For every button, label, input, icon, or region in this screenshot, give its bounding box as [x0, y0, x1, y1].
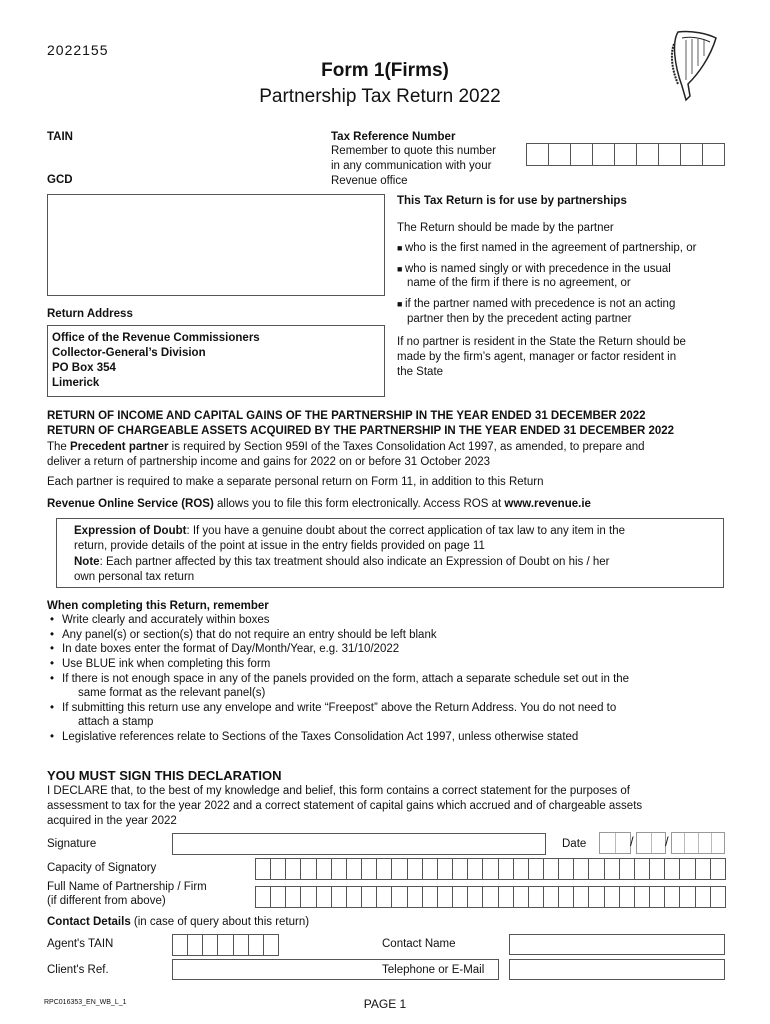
gcd-label: GCD: [47, 174, 73, 186]
declaration-line-1: I DECLARE that, to the best of my knowledge and belief, this form contains a correct statement for the purposes of: [47, 785, 630, 797]
date-day-field[interactable]: [599, 832, 631, 854]
telephone-email-field[interactable]: [509, 959, 725, 980]
tax-ref-line-1: Remember to quote this number: [331, 145, 496, 157]
remember-item-cont: attach a stamp: [78, 716, 154, 728]
partnership-bullet-1: ■ who is the first named in the agreement of partnership, or: [397, 242, 696, 254]
tain-label: TAIN: [47, 131, 73, 143]
date-year-field[interactable]: [671, 832, 725, 854]
remember-heading: When completing this Return, remember: [47, 600, 269, 612]
return-heading-1: RETURN OF INCOME AND CAPITAL GAINS OF THE PARTNERSHIP IN THE YEAR ENDED 31 DECEMBER 2022: [47, 410, 646, 422]
contact-name-field[interactable]: [509, 934, 725, 955]
form-number: 2022155: [47, 42, 109, 58]
fullname-label-1: Full Name of Partnership / Firm: [47, 881, 207, 893]
no-partner-line-3: the State: [397, 366, 444, 378]
no-partner-line-1: If no partner is resident in the State the Return should be: [397, 336, 686, 348]
declaration-line-2: assessment to tax for the year 2022 and a correct statement of capital gains which accrued and of chargeable assets: [47, 800, 643, 812]
each-partner-text: Each partner is required to make a separate personal return on Form 11, in addition to this Return: [47, 476, 544, 488]
contact-details-heading: Contact Details (in case of query about this return): [47, 916, 310, 928]
doubt-line-1: Expression of Doubt: If you have a genuine doubt about the correct application of tax law to any item in the: [74, 525, 626, 537]
remember-item: • Use BLUE ink when completing this form: [62, 658, 270, 670]
return-address-box: [47, 325, 385, 397]
remember-item: • Any panel(s) or section(s) that do not require an entry should be left blank: [62, 629, 437, 641]
doubt-note-2: own personal tax return: [74, 571, 195, 583]
partnership-bullet-3: ■ if the partner named with precedence is not an acting: [397, 298, 675, 310]
page-title: Form 1(Firms): [321, 60, 449, 81]
precedent-text: The Precedent partner is required by Section 959I of the Taxes Consolidation Act 1997, as amended, to prepare and: [47, 441, 645, 453]
partnership-info-heading: This Tax Return is for use by partnerships: [397, 195, 627, 207]
gcd-box[interactable]: [47, 194, 385, 296]
agents-tain-label: Agent's TAIN: [47, 938, 114, 950]
doubt-note-1: Note: Each partner affected by this tax treatment should also indicate an Expression of Doubt on his / her: [74, 556, 610, 568]
address-line-1: Office of the Revenue Commissioners: [52, 332, 260, 344]
contact-name-label: Contact Name: [382, 938, 456, 950]
partnership-info-intro: The Return should be made by the partner: [397, 222, 614, 234]
declaration-line-3: acquired in the year 2022: [47, 815, 177, 827]
remember-item: • In date boxes enter the format of Day/Month/Year, e.g. 31/10/2022: [62, 643, 399, 655]
capacity-label: Capacity of Signatory: [47, 862, 157, 874]
signature-label: Signature: [47, 838, 97, 850]
signature-field[interactable]: [172, 833, 546, 855]
remember-item: • If there is not enough space in any of the panels provided on the form, attach a separate schedule set out in the: [62, 673, 629, 685]
address-line-2: Collector-General’s Division: [52, 347, 206, 359]
tax-ref-heading: Tax Reference Number: [331, 131, 456, 143]
footer-code: RPC016353_EN_WB_L_1: [44, 999, 127, 1006]
remember-item: • If submitting this return use any envelope and write “Freepost” above the Return Address. You do not need to: [62, 702, 616, 714]
date-separator: /: [630, 834, 634, 849]
date-label: Date: [562, 838, 587, 850]
doubt-line-2: return, provide details of the point at issue in the entry fields provided on page 11: [74, 540, 485, 552]
telephone-label: Telephone or E-Mail: [382, 964, 485, 976]
fullname-label-2: (if different from above): [47, 895, 166, 907]
return-address-label: Return Address: [47, 308, 133, 320]
fullname-field[interactable]: [255, 886, 726, 908]
remember-item: • Write clearly and accurately within boxes: [62, 614, 270, 626]
remember-item: • Legislative references relate to Sections of the Taxes Consolidation Act 1997, unless otherwise stated: [62, 731, 578, 743]
tax-ref-number-field[interactable]: [526, 143, 725, 166]
return-heading-2: RETURN OF CHARGEABLE ASSETS ACQUIRED BY THE PARTNERSHIP IN THE YEAR ENDED 31 DECEMBER 2022: [47, 425, 675, 437]
agents-tain-field[interactable]: [172, 934, 279, 956]
harp-logo-icon: [668, 24, 724, 104]
partnership-bullet-2-cont: name of the firm if there is no agreement, or: [407, 277, 631, 289]
ros-text: Revenue Online Service (ROS) allows you to file this form electronically. Access ROS at www.revenue.ie: [47, 498, 591, 510]
declaration-heading: YOU MUST SIGN THIS DECLARATION: [47, 768, 282, 783]
capacity-field[interactable]: [255, 858, 726, 880]
partnership-bullet-3-cont: partner then by the precedent acting partner: [407, 313, 632, 325]
tax-ref-line-2: in any communication with your: [331, 160, 492, 172]
address-line-3: PO Box 354: [52, 362, 116, 374]
date-month-field[interactable]: [636, 832, 666, 854]
remember-item-cont: same format as the relevant panel(s): [78, 687, 266, 699]
expression-of-doubt-box: [56, 518, 724, 588]
page-subtitle: Partnership Tax Return 2022: [259, 86, 501, 107]
partnership-bullet-2: ■ who is named singly or with precedence in the usual: [397, 263, 671, 275]
precedent-text-2: deliver a return of partnership income and gains for 2022 on or before 31 October 2023: [47, 456, 491, 468]
page-number: PAGE 1: [363, 997, 407, 1011]
tax-ref-line-3: Revenue office: [331, 175, 408, 187]
clients-ref-label: Client's Ref.: [47, 964, 109, 976]
no-partner-line-2: made by the firm’s agent, manager or factor resident in: [397, 351, 677, 363]
address-line-4: Limerick: [52, 377, 100, 389]
date-separator: /: [665, 834, 669, 849]
